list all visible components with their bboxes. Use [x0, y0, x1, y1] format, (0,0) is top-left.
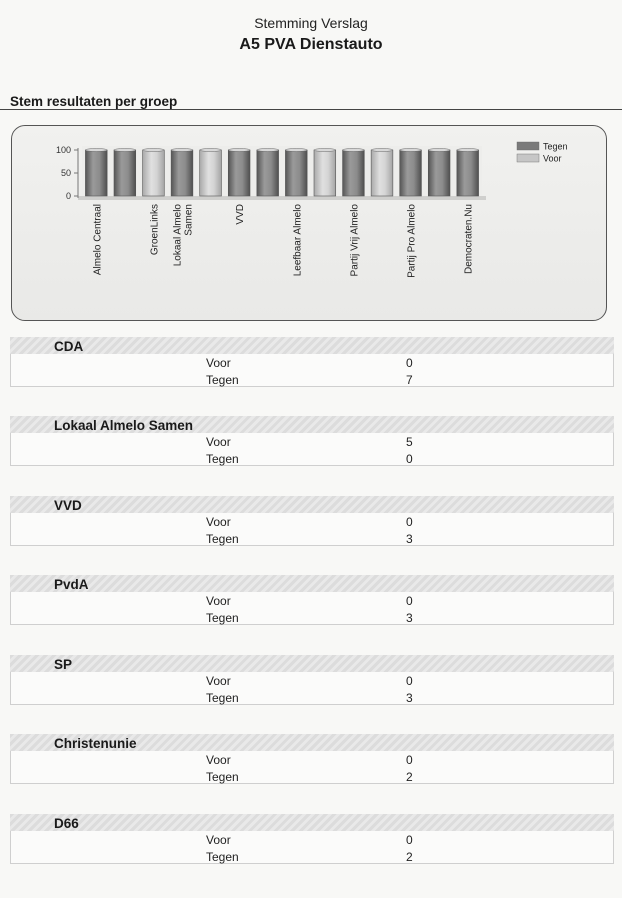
vote-count: 0 [406, 594, 413, 608]
bar-cap [200, 149, 222, 152]
bar-tegen [457, 150, 479, 196]
vote-count: 7 [406, 373, 413, 387]
group-body [10, 513, 614, 546]
group-body [10, 354, 614, 387]
bar-cap [285, 149, 307, 152]
group-body [10, 831, 614, 864]
x-tick-label: Partij Pro Almelo [406, 204, 418, 278]
vote-label: Voor [206, 674, 231, 688]
bar-cap [428, 149, 450, 152]
group-body [10, 592, 614, 625]
bar-cap [257, 149, 279, 152]
vote-label: Tegen [206, 691, 239, 705]
x-tick-label: Partij Vrij Almelo [349, 204, 361, 277]
bar-cap [85, 149, 107, 152]
x-tick-label: Democraten.Nu [463, 204, 475, 275]
vote-count: 2 [406, 770, 413, 784]
bar-voor [143, 150, 165, 196]
bar-cap [371, 149, 393, 152]
legend-swatch [517, 142, 539, 150]
bar-tegen [171, 150, 193, 196]
bar-tegen [428, 150, 450, 196]
bar-voor [200, 150, 222, 196]
vote-label: Voor [206, 833, 231, 847]
group-body [10, 751, 614, 784]
vote-label: Tegen [206, 452, 239, 466]
bar-voor [314, 150, 336, 196]
vote-label: Tegen [206, 611, 239, 625]
vote-count: 0 [406, 356, 413, 370]
group-block [10, 496, 614, 545]
bar-cap [314, 149, 336, 152]
vote-count: 3 [406, 691, 413, 705]
vote-count: 0 [406, 833, 413, 847]
group-block [10, 814, 614, 863]
legend-label: Voor [543, 153, 562, 164]
group-block [10, 655, 614, 704]
vote-count: 0 [406, 753, 413, 767]
bar-tegen [85, 150, 107, 196]
bar-cap [343, 149, 365, 152]
x-tick-label: Leefbaar Almelo [292, 204, 304, 277]
vote-count: 2 [406, 850, 413, 864]
vote-count: 5 [406, 435, 413, 449]
x-tick-label: Lokaal Almelo [172, 204, 184, 267]
vote-chart [12, 126, 606, 320]
plot-floor [78, 196, 486, 200]
report-subtitle: Stemming Verslag [254, 15, 368, 31]
chart-panel [11, 125, 607, 321]
vote-label: Voor [206, 515, 231, 529]
bar-cap [400, 149, 422, 152]
bar-tegen [257, 150, 279, 196]
bar-tegen [343, 150, 365, 196]
x-tick-label: GroenLinks [149, 204, 161, 256]
bar-tegen [285, 150, 307, 196]
bar-cap [171, 149, 193, 152]
group-name: Lokaal Almelo Samen [54, 418, 194, 433]
vote-count: 0 [406, 452, 413, 466]
group-body [10, 433, 614, 466]
bar-voor [371, 150, 393, 196]
group-name: CDA [54, 339, 84, 354]
vote-label: Voor [206, 435, 231, 449]
section-title: Stem resultaten per groep [10, 94, 178, 109]
group-block [10, 416, 614, 465]
bar-tegen [114, 150, 136, 196]
vote-label: Tegen [206, 770, 239, 784]
legend-label: Tegen [543, 141, 568, 152]
vote-label: Voor [206, 753, 231, 767]
y-tick-label: 0 [65, 191, 71, 201]
report-title: A5 PVA Dienstauto [239, 36, 383, 53]
group-name: Christenunie [54, 736, 137, 751]
group-name: PvdA [54, 577, 89, 592]
y-tick-label: 50 [60, 168, 71, 178]
vote-label: Voor [206, 356, 231, 370]
bar-cap [457, 149, 479, 152]
vote-count: 0 [406, 515, 413, 529]
bar-tegen [400, 150, 422, 196]
vote-label: Tegen [206, 532, 239, 546]
x-tick-label: Almelo Centraal [92, 204, 104, 276]
group-block [10, 734, 614, 783]
vote-label: Voor [206, 594, 231, 608]
x-tick-label: Samen [183, 204, 195, 236]
vote-label: Tegen [206, 373, 239, 387]
vote-count: 3 [406, 611, 413, 625]
vote-count: 3 [406, 532, 413, 546]
vote-label: Tegen [206, 850, 239, 864]
group-block [10, 575, 614, 624]
y-tick-label: 100 [55, 145, 71, 155]
vote-count: 0 [406, 674, 413, 688]
legend-swatch [517, 154, 539, 162]
group-name: SP [54, 657, 73, 672]
bar-cap [143, 149, 165, 152]
bar-cap [114, 149, 136, 152]
section-divider [0, 109, 622, 110]
group-body [10, 672, 614, 705]
group-name: VVD [54, 498, 82, 513]
bar-tegen [228, 150, 250, 196]
group-name: D66 [54, 816, 79, 831]
bar-cap [228, 149, 250, 152]
group-block [10, 337, 614, 386]
x-tick-label: VVD [235, 204, 247, 225]
plot-area [82, 146, 482, 196]
